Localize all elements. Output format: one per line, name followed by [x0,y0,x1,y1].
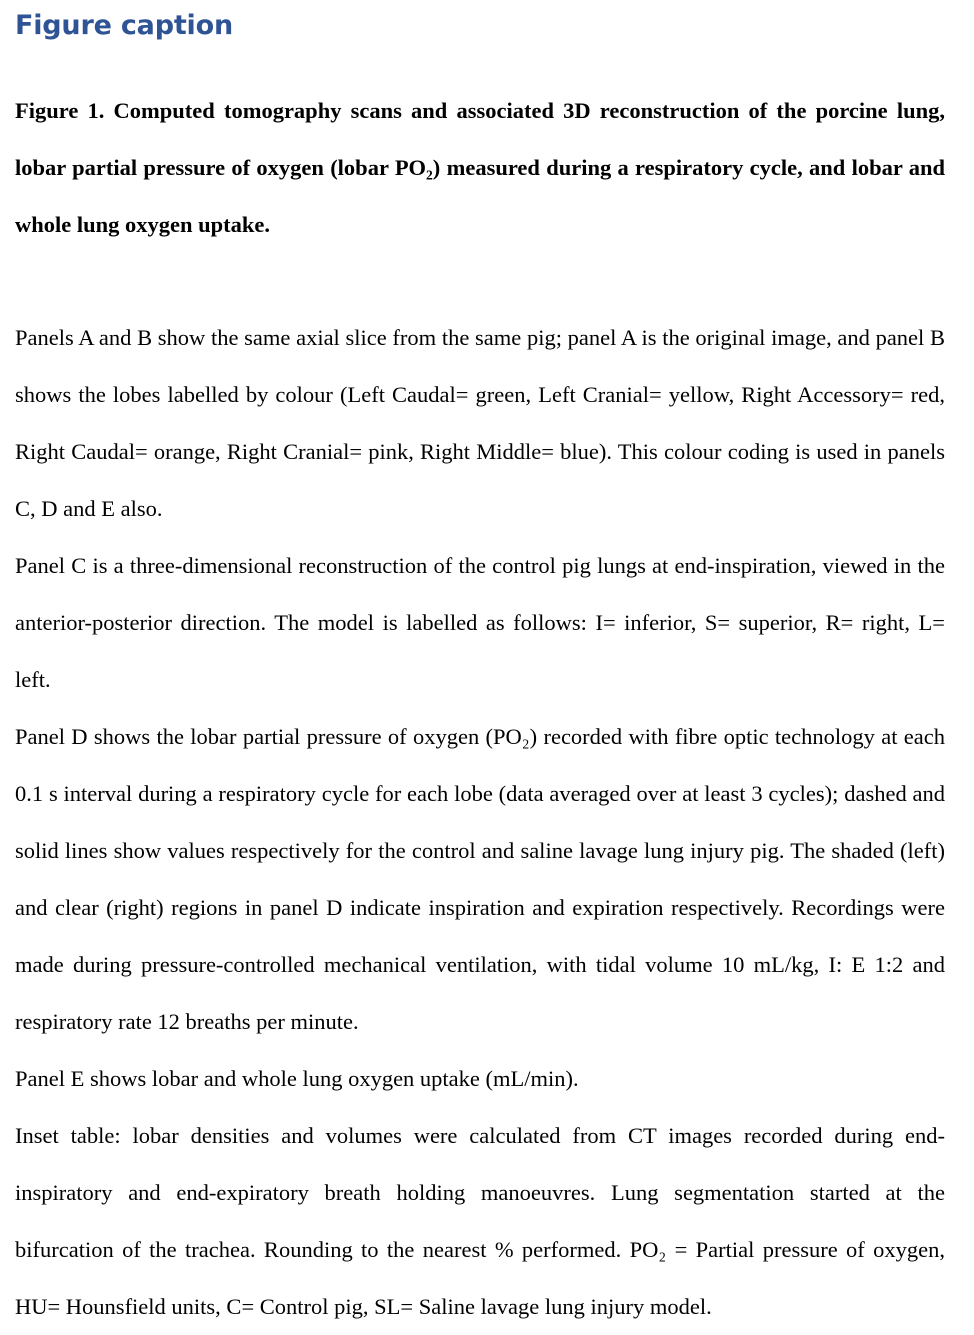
caption-paragraph-inset-table: Inset table: lobar densities and volumes were calculated from CT images recorded during end-inspiratory and end-expiratory breath holding manoeuvres. Lung segmentation started at the bifurcation of the trachea. Rounding to the nearest % performed. PO₂ = Partial pressure of oxygen, HU= Hounsfield units, C= Control pig, SL= Saline lavage lung injury model. [15,1123,945,1319]
document-page [15,0,945,1335]
paragraph-gap [15,253,945,309]
section-heading: Figure caption [15,10,233,41]
caption-paragraph-panel-d: Panel D shows the lobar partial pressure of oxygen (PO₂) recorded with fibre optic technology at each 0.1 s interval during a respiratory cycle for each lobe (data averaged over at least 3 cycles); dashed and solid lines show values respectively for the control and saline lavage lung injury pig. The shaded (left) and clear (right) regions in panel D indicate inspiration and expiration respectively. Recordings were made during pressure-controlled mechanical ventilation, with tidal volume 10 mL/kg, I: E 1:2 and respiratory rate 12 breaths per minute. [15,724,945,1034]
caption-paragraph-panel-c: Panel C is a three-dimensional reconstruction of the control pig lungs at end-inspiration, viewed in the anterior-posterior direction. The model is labelled as follows: I= inferior, S= superior, R= right, L= left. [15,553,945,692]
caption-paragraph-panels-a-b: Panels A and B show the same axial slice from the same pig; panel A is the original image, and panel B shows the lobes labelled by colour (Left Caudal= green, Left Cranial= yellow, Right Accessory= red, Right Caudal= orange, Right Cranial= pink, Right Middle= blue). This colour coding is used in panels C, D and E also. [15,325,945,521]
figure-title: Figure 1. Computed tomography scans and associated 3D reconstruction of the porcine lung, lobar partial pressure of oxygen (lobar PO₂) measured during a respiratory cycle, and lobar and whole lung oxygen uptake. [15,98,945,237]
caption-paragraph-panel-e: Panel E shows lobar and whole lung oxygen uptake (mL/min). [15,1066,579,1091]
